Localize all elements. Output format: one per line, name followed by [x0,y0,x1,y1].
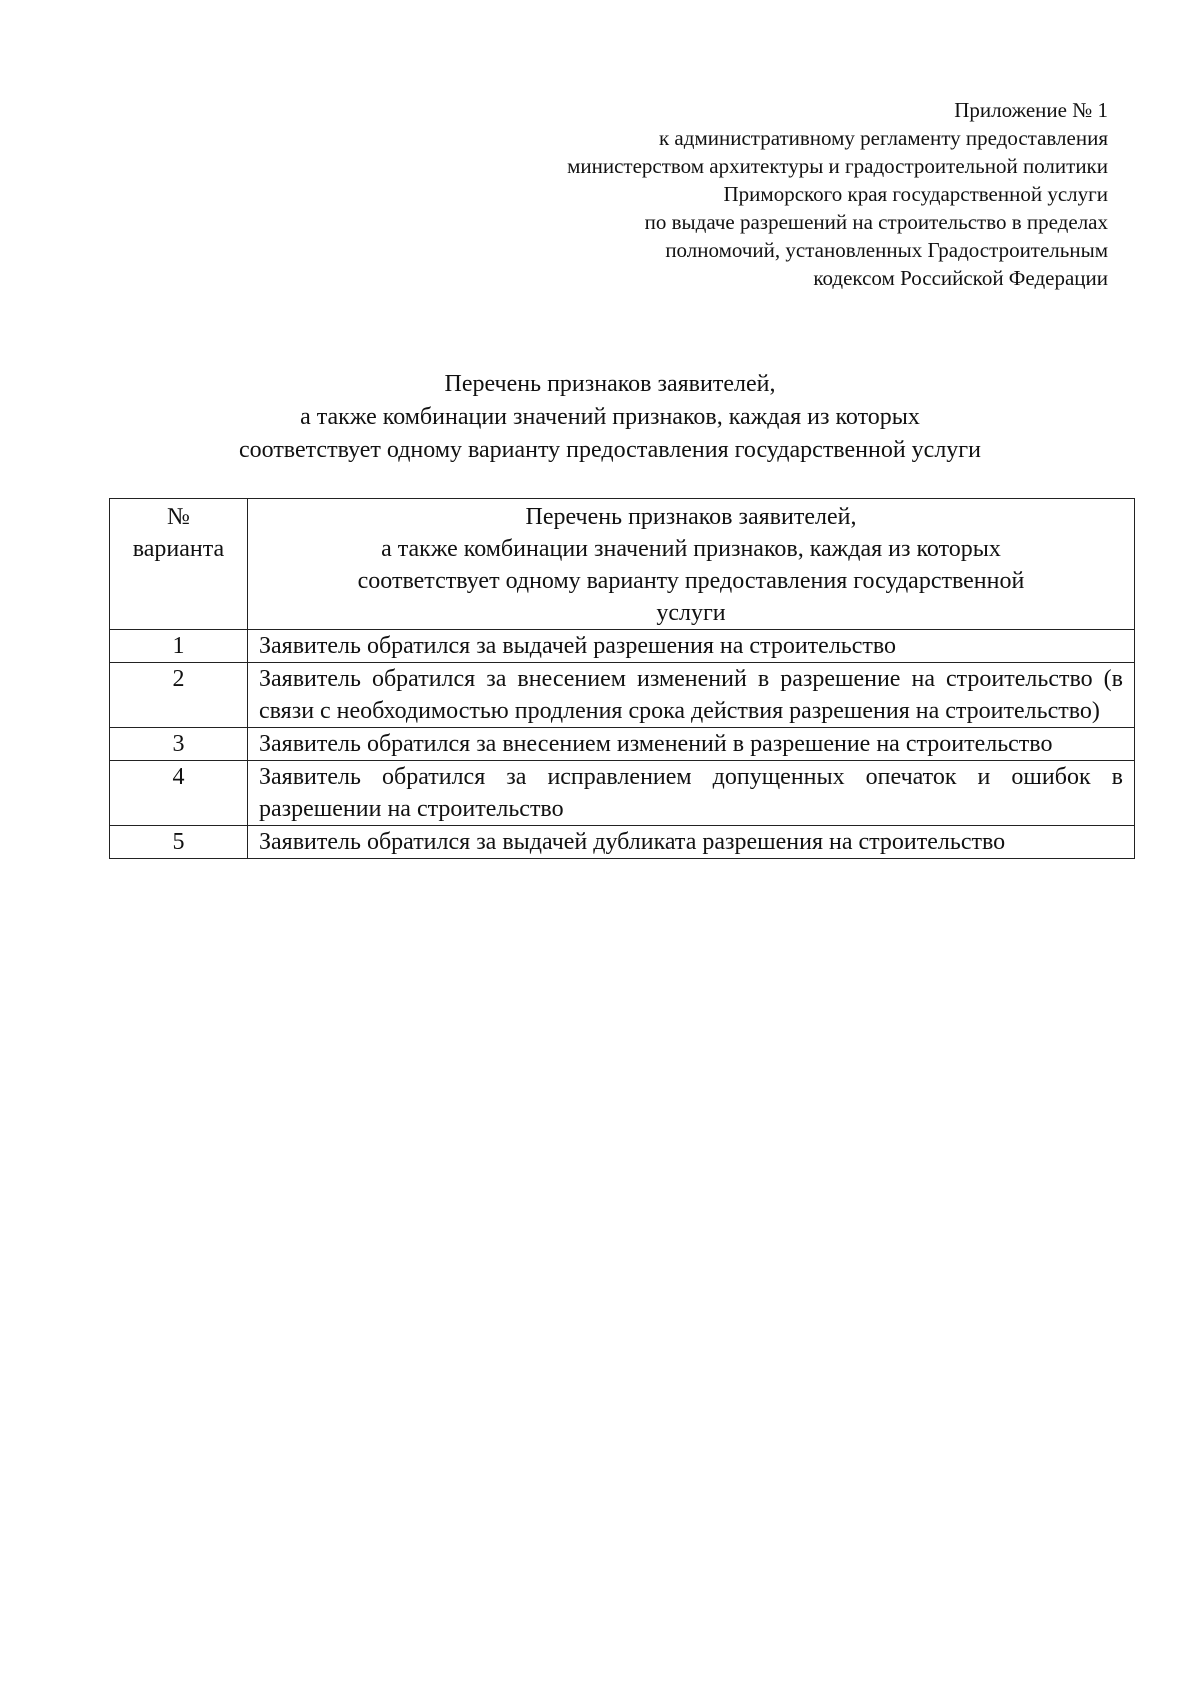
header-num-line: № [167,504,190,530]
header-desc-line: соответствует одному варианту предоставления государственной [357,568,1025,594]
variant-number: 5 [110,826,248,859]
appendix-line: по выдаче разрешений на строительство в пределах [644,210,1108,234]
appendix-note [428,96,1108,292]
title-line: а также комбинации значений признаков, каждая из которых [300,404,920,430]
header-desc-line: Перечень признаков заявителей, [525,504,857,530]
header-criteria [248,499,1135,630]
header-variant-number [110,499,248,630]
appendix-line: к административному регламенту предоставления [658,126,1108,150]
appendix-line: Приложение № 1 [954,98,1108,122]
variant-description: Заявитель обратился за выдачей разрешения на строительство [248,630,1135,663]
header-desc-line: а также комбинации значений признаков, каждая из которых [381,536,1001,562]
variant-number: 3 [110,728,248,761]
table-row [110,663,1135,728]
variant-description: Заявитель обратился за внесением изменений в разрешение на строительство (в связи с необходимостью продления срока действия разрешения на строительство) [248,663,1135,728]
document-title [110,368,1110,467]
variant-number: 4 [110,761,248,826]
variant-description: Заявитель обратился за исправлением допущенных опечаток и ошибок в разрешении на строительство [248,761,1135,826]
header-num-line: варианта [132,536,225,562]
table-row [110,826,1135,859]
table-row [110,630,1135,663]
table-row [110,761,1135,826]
table-header-row [110,499,1135,630]
appendix-line: кодексом Российской Федерации [813,266,1108,290]
title-line: соответствует одному варианту предоставления государственной услуги [238,437,981,463]
header-desc-line: услуги [656,600,726,626]
table-row [110,728,1135,761]
variants-table [109,498,1135,859]
title-line: Перечень признаков заявителей, [444,371,776,397]
variant-description: Заявитель обратился за внесением изменений в разрешение на строительство [248,728,1135,761]
appendix-line: полномочий, установленных Градостроительным [665,238,1108,262]
variant-number: 1 [110,630,248,663]
variant-number: 2 [110,663,248,728]
appendix-line: Приморского края государственной услуги [723,182,1108,206]
appendix-line: министерством архитектуры и градостроительной политики [567,154,1108,178]
variant-description: Заявитель обратился за выдачей дубликата разрешения на строительство [248,826,1135,859]
